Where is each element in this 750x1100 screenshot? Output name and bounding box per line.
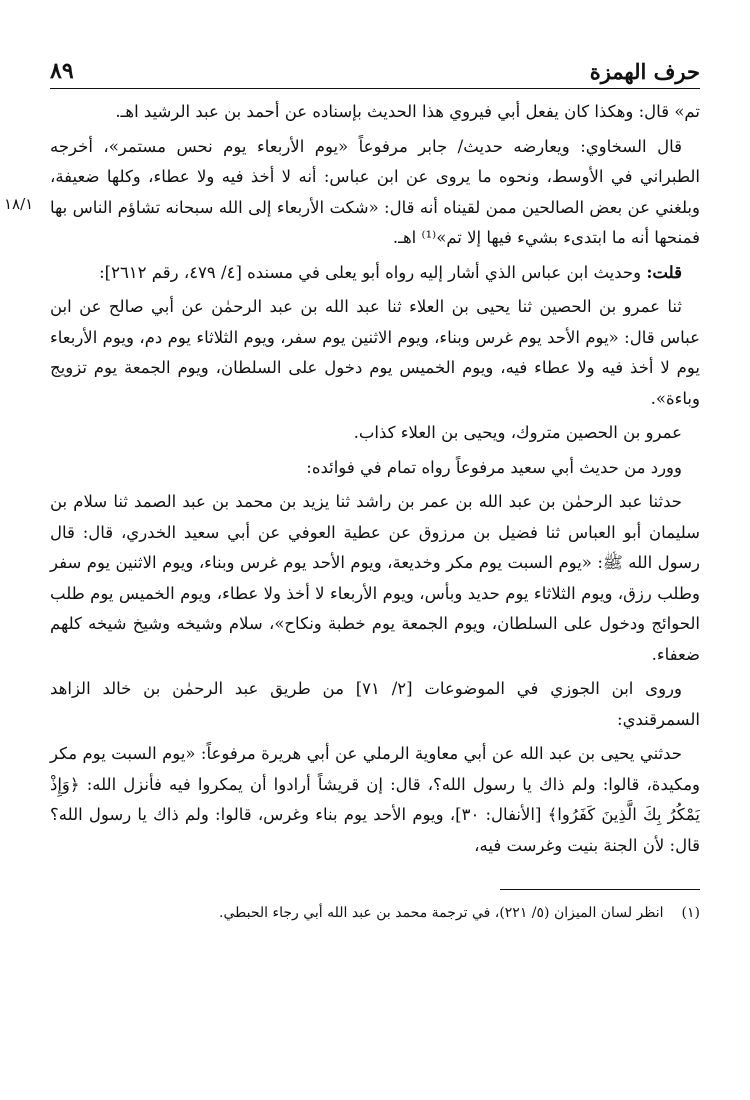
paragraph-8: وروى ابن الجوزي في الموضوعات [٢/ ٧١] من طريق عبد الرحمٰن بن خالد الزاهد السمرقندي: <box>50 679 700 729</box>
paragraph-6: وورد من حديث أبي سعيد مرفوعاً رواه تمام في فوائده: <box>306 457 682 477</box>
paragraph-4: ثنا عمرو بن الحصين ثنا يحيى بن العلاء ثنا عبد الله بن عبد الرحمٰن عن أبي صالح عن ابن عباس قال: «يوم الأحد يوم غرس وبناء، ويوم الاثنين يوم سفر، ويوم الثلاثاء يوم دم، ويوم الأربعاء يوم لا أخذ فيه ولا عطاء فيه، ويوم الخميس يوم دخول على السلطان، ويوم الجمعة يوم تزويج وباءة». <box>50 297 700 408</box>
paragraph-2: قال السخاوي: ويعارضه حديث/ جابر مرفوعاً «يوم الأربعاء يوم نحس مستمر»، أخرجه الطبراني في الأوسط، ونحوه ما يروى عن ابن عباس: أنه لا أخذ فيه ولا عطاء، وكلها ضعيفة، وبلغني عن بعض الصالحين ممن لقيناه أنه قال: «شكت الأربعاء إلى الله سبحانه تشاؤم الناس بها فمنحها أنه ما ابتدىء بشيء فيها إلا تم»⁽¹⁾ اهـ. <box>50 136 700 247</box>
document-page <box>4 48 700 1058</box>
paragraph-3-text: وحديث ابن عباس الذي أشار إليه رواه أبو يعلى في مسنده [٤/ ٤٧٩، رقم ٢٦١٢]: <box>99 262 647 282</box>
page-header <box>50 48 700 89</box>
footnote-divider <box>500 889 700 890</box>
chapter-title: حرف الهمزة <box>589 59 700 84</box>
page-number: ٨٩ <box>50 58 74 84</box>
margin-reference: ١٨/١ <box>4 195 34 213</box>
main-text <box>4 97 700 926</box>
footnote-text: انظر لسان الميزان (٥/ ٢٢١)، في ترجمة محمد بن عبد الله أبي رجاء الحبطي. <box>219 905 664 921</box>
qultu-label: قلت: <box>646 262 682 282</box>
footnote <box>50 900 700 926</box>
paragraph-3 <box>50 258 700 289</box>
paragraph-1: تم» قال: وهكذا كان يفعل أبي فيروي هذا الحديث بإسناده عن أحمد بن عبد الرشيد اهـ. <box>115 102 700 121</box>
paragraph-9: حدثني يحيى بن عبد الله عن أبي معاوية الرملي عن أبي هريرة مرفوعاً: «يوم السبت يوم مكر ومكيدة، قالوا: ولم ذاك يا رسول الله؟، قال: إن قريشاً أرادوا أن يمكروا فيه فأنزل الله: ﴿وَإِذْ يَمْكُرُ بِكَ الَّذِينَ كَفَرُوا﴾ [الأنفال: ٣٠]، ويوم الأحد يوم بناء وغرس، قالوا: ولم ذاك يا رسول الله؟ قال: لأن الجنة بنيت وغرست فيه، <box>50 744 700 855</box>
footnote-number: (١) <box>681 905 700 921</box>
paragraph-5: عمرو بن الحصين متروك، ويحيى بن العلاء كذاب. <box>353 423 682 442</box>
paragraph-7: حدثنا عبد الرحمٰن بن عبد الله بن عمر بن راشد ثنا يزيد بن محمد بن عبد الصمد ثنا سلام بن سليمان أبو العباس ثنا فضيل بن مرزوق عن عطية العوفي عن أبي سعيد الخدري، قال: قال رسول الله ﷺ: «يوم السبت يوم مكر وخديعة، ويوم الأحد يوم غرس وبناء، ويوم الاثنين يوم سفر وطلب رزق، ويوم الثلاثاء يوم حديد وبأس، ويوم الأربعاء لا أخذ ولا عطاء، ويوم الخميس يوم طلب الحوائج ودخول على السلطان، ويوم الجمعة يوم خطبة ونكاح»، سلام وشيخه وشيخ شيخه كلهم ضعفاء. <box>50 492 700 664</box>
